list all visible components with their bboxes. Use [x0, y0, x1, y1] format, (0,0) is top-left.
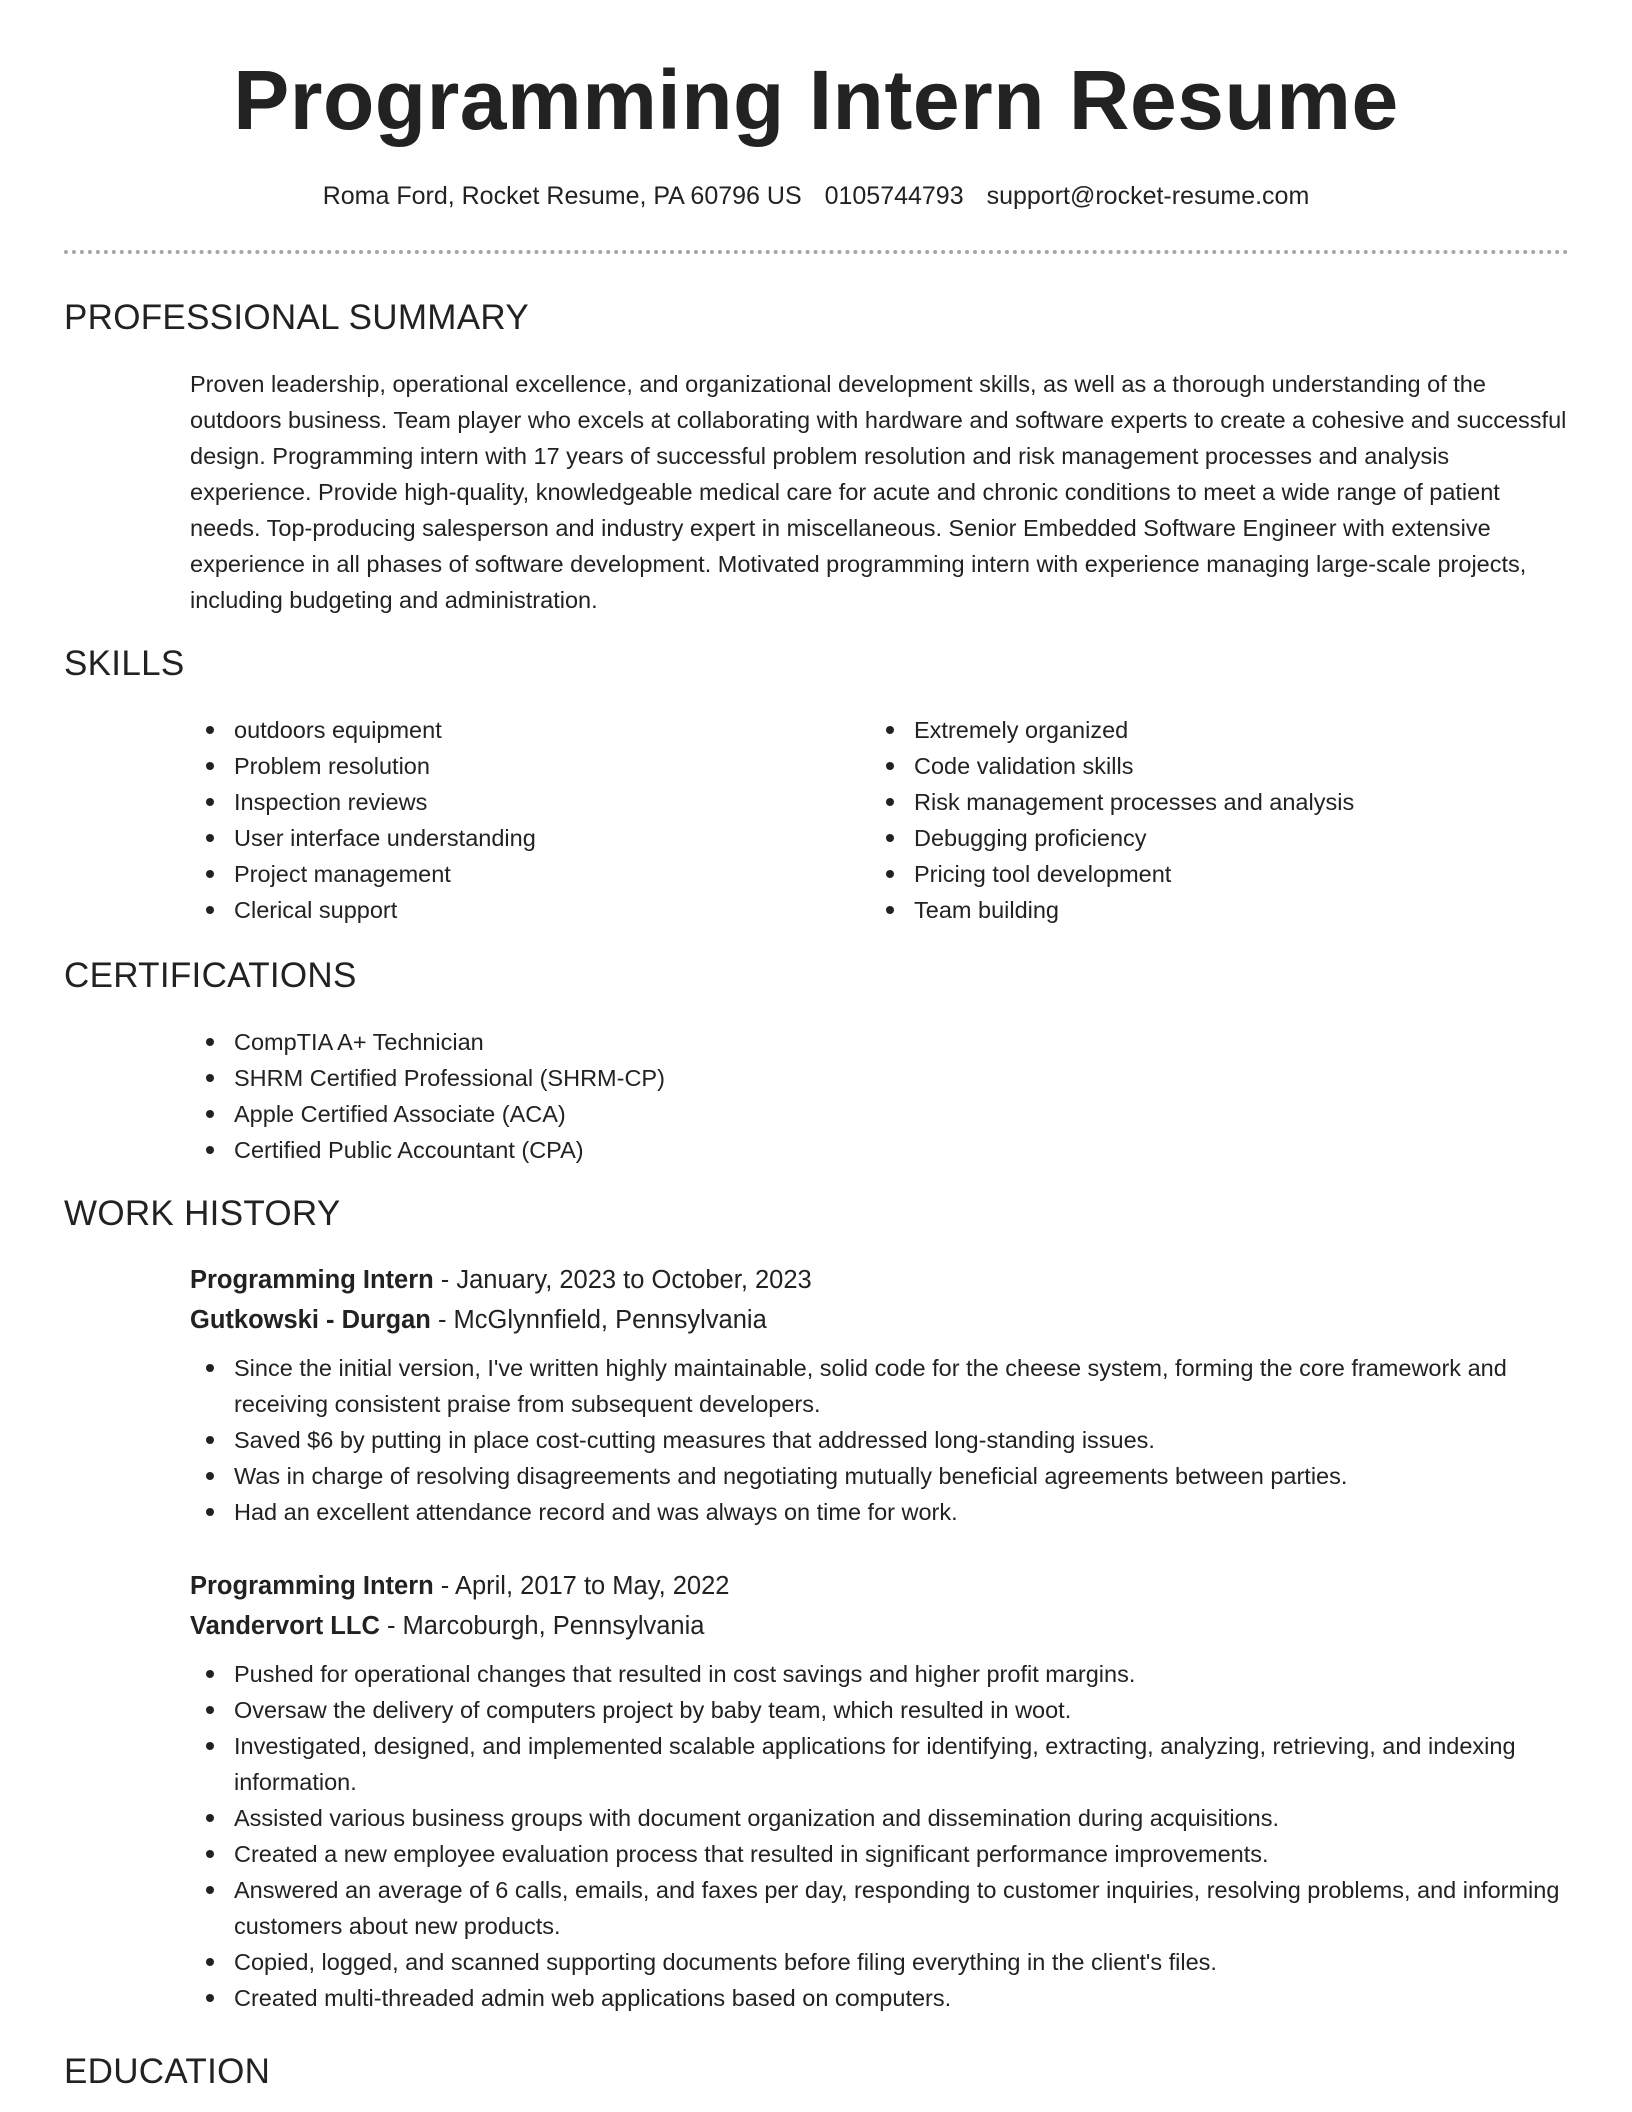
education-heading: EDUCATION	[64, 2052, 271, 2091]
job-location: - McGlynnfield, Pennsylvania	[430, 1306, 767, 1334]
job-title-line	[190, 1260, 1570, 1300]
certification-item: CompTIA A+ Technician	[190, 1024, 1090, 1060]
job-location: - Marcoburgh, Pennsylvania	[379, 1612, 705, 1640]
skill-item: Problem resolution	[190, 748, 840, 784]
job-bullet: Created a new employee evaluation process that resulted in significant performance improvements.	[190, 1836, 1570, 1872]
skill-item: Team building	[870, 892, 1570, 928]
skill-item: Pricing tool development	[870, 856, 1570, 892]
skill-item: Extremely organized	[870, 712, 1570, 748]
contact-address: Roma Ford, Rocket Resume, PA 60796 US	[322, 182, 802, 210]
skills-list-right	[870, 712, 1570, 928]
skill-item: Code validation skills	[870, 748, 1570, 784]
job-bullet: Answered an average of 6 calls, emails, and faxes per day, responding to customer inquiries, resolving problems, and informing customers about new products.	[190, 1872, 1570, 1944]
summary-text: Proven leadership, operational excellence, and organizational development skills, as well as a thorough understanding of the outdoors business. Team player who excels at collaborating with hardware and software experts to create a cohesive and successful design. Programming intern with 17 years of successful problem resolution and risk management processes and analysis experience. Provide high-quality, knowledgeable medical care for acute and chronic conditions to meet a wide range of patient needs. Top-producing salesperson and industry expert in miscellaneous. Senior Embedded Software Engineer with extensive experience in all phases of software development. Motivated programming intern with experience managing large-scale projects, including budgeting and administration.	[190, 371, 1567, 613]
job-bullet: Investigated, designed, and implemented scalable applications for identifying, extracting, analyzing, retrieving, and indexing information.	[190, 1728, 1570, 1800]
job-bullet: Oversaw the delivery of computers project by baby team, which resulted in woot.	[190, 1692, 1570, 1728]
certifications-heading: CERTIFICATIONS	[64, 956, 357, 995]
summary-heading: PROFESSIONAL SUMMARY	[64, 298, 529, 337]
skill-item: User interface understanding	[190, 820, 840, 856]
job-company: Vandervort LLC	[190, 1612, 380, 1640]
skills-heading: SKILLS	[64, 644, 185, 683]
job-company: Gutkowski - Durgan	[190, 1306, 431, 1334]
job-bullet: Pushed for operational changes that resulted in cost savings and higher profit margins.	[190, 1656, 1570, 1692]
skill-item: Risk management processes and analysis	[870, 784, 1570, 820]
job-company-line	[190, 1606, 1570, 1646]
page-title: Programming Intern Resume	[233, 53, 1399, 147]
work-history-heading: WORK HISTORY	[64, 1194, 341, 1233]
contact-phone: 0105744793	[824, 182, 964, 210]
skills-list-left	[190, 712, 840, 928]
header-divider	[64, 250, 1569, 254]
certification-item: Certified Public Accountant (CPA)	[190, 1132, 1090, 1168]
job-bullet: Had an excellent attendance record and was always on time for work.	[190, 1494, 1570, 1530]
certification-item: Apple Certified Associate (ACA)	[190, 1096, 1090, 1132]
job-title: Programming Intern	[190, 1266, 434, 1294]
job-bullet: Since the initial version, I've written highly maintainable, solid code for the cheese system, forming the core framework and receiving consistent praise from subsequent developers.	[190, 1350, 1570, 1422]
job-bullet: Saved $6 by putting in place cost-cutting measures that addressed long-standing issues.	[190, 1422, 1570, 1458]
job-company-line	[190, 1300, 1570, 1340]
certification-item: SHRM Certified Professional (SHRM-CP)	[190, 1060, 1090, 1096]
job-dates: - April, 2017 to May, 2022	[433, 1572, 730, 1600]
job-bullet: Created multi-threaded admin web applications based on computers.	[190, 1980, 1570, 2016]
job-bullet: Copied, logged, and scanned supporting documents before filing everything in the client's files.	[190, 1944, 1570, 1980]
skill-item: Inspection reviews	[190, 784, 840, 820]
job-bullets	[190, 1656, 1570, 2016]
job-dates: - January, 2023 to October, 2023	[433, 1266, 812, 1294]
job-entry	[190, 1566, 1570, 2016]
skill-item: Project management	[190, 856, 840, 892]
skill-item: Debugging proficiency	[870, 820, 1570, 856]
skill-item: Clerical support	[190, 892, 840, 928]
job-title: Programming Intern	[190, 1572, 434, 1600]
contact-line	[0, 182, 1632, 211]
certifications-list	[190, 1024, 1090, 1168]
contact-email: support@rocket-resume.com	[986, 182, 1310, 210]
skill-item: outdoors equipment	[190, 712, 840, 748]
job-entry	[190, 1260, 1570, 1530]
job-bullet: Assisted various business groups with document organization and dissemination during acquisitions.	[190, 1800, 1570, 1836]
job-bullet: Was in charge of resolving disagreements and negotiating mutually beneficial agreements between parties.	[190, 1458, 1570, 1494]
job-bullets	[190, 1350, 1570, 1530]
job-title-line	[190, 1566, 1570, 1606]
